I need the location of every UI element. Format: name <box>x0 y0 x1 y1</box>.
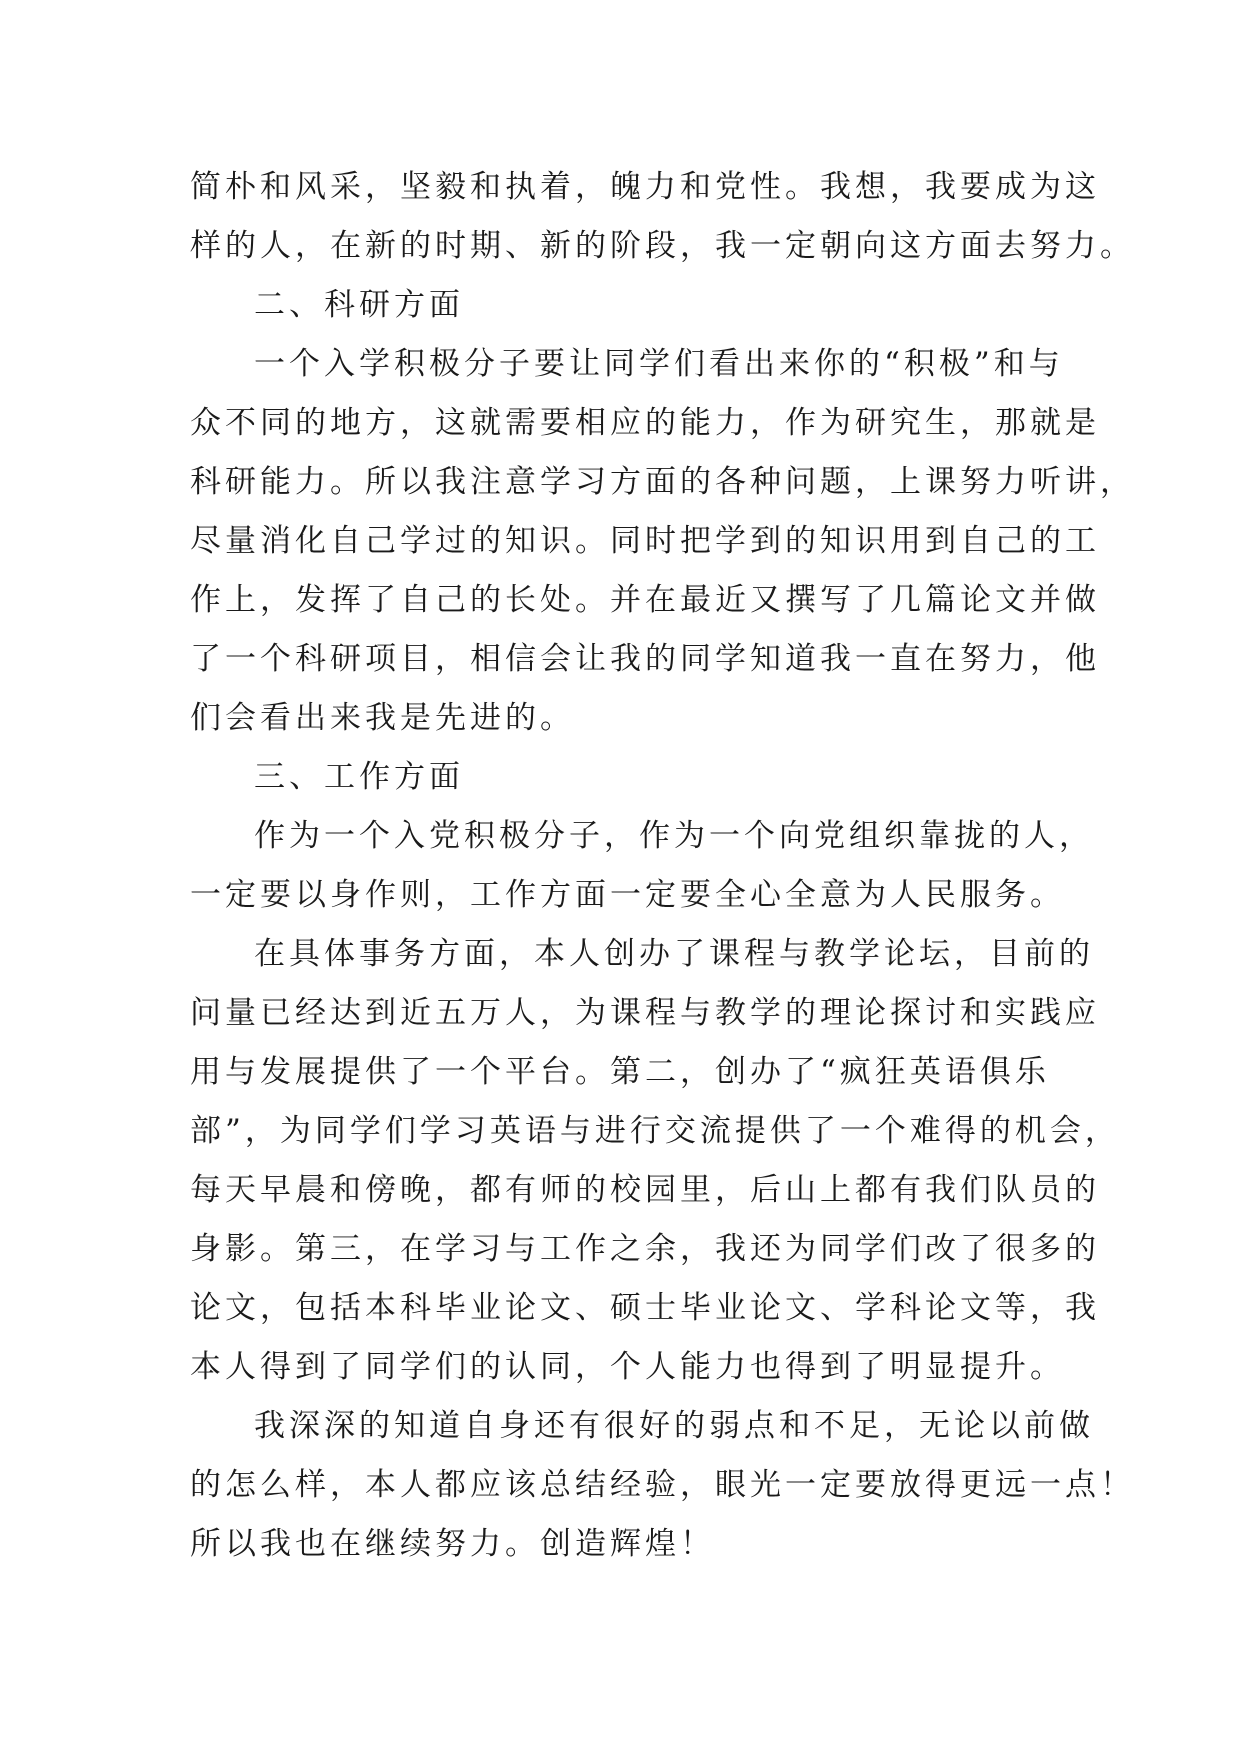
text-line: 部”，为同学们学习英语与进行交流提供了一个难得的机会， <box>190 1113 1120 1149</box>
text-line: 的怎么样，本人都应该总结经验，眼光一定要放得更远一点！ <box>190 1467 1135 1503</box>
text-line: 三、工作方面 <box>254 759 464 795</box>
text-line: 在具体事务方面，本人创办了课程与教学论坛，目前的 <box>254 936 1094 972</box>
text-line: 每天早晨和傍晚，都有师的校园里，后山上都有我们队员的 <box>190 1172 1100 1208</box>
text-line: 一个入学积极分子要让同学们看出来你的“积极”和与 <box>254 346 1064 382</box>
text-line: 们会看出来我是先进的。 <box>190 700 575 736</box>
text-line: 我深深的知道自身还有很好的弱点和不足，无论以前做 <box>254 1408 1094 1444</box>
text-line: 作为一个入党积极分子，作为一个向党组织靠拢的人， <box>254 818 1094 854</box>
text-line: 本人得到了同学们的认同，个人能力也得到了明显提升。 <box>190 1349 1065 1385</box>
text-line: 所以我也在继续努力。创造辉煌！ <box>190 1526 715 1562</box>
text-line: 众不同的地方，这就需要相应的能力，作为研究生，那就是 <box>190 405 1100 441</box>
text-line: 样的人，在新的时期、新的阶段，我一定朝向这方面去努力。 <box>190 228 1135 264</box>
text-line: 一定要以身作则，工作方面一定要全心全意为人民服务。 <box>190 877 1065 913</box>
text-line: 科研能力。所以我注意学习方面的各种问题，上课努力听讲， <box>190 464 1135 500</box>
text-line: 二、科研方面 <box>254 287 464 323</box>
text-line: 作上，发挥了自己的长处。并在最近又撰写了几篇论文并做 <box>190 582 1100 618</box>
text-line: 身影。第三，在学习与工作之余，我还为同学们改了很多的 <box>190 1231 1100 1267</box>
text-line: 了一个科研项目，相信会让我的同学知道我一直在努力，他 <box>190 641 1100 677</box>
text-line: 尽量消化自己学过的知识。同时把学到的知识用到自己的工 <box>190 523 1100 559</box>
text-line: 论文，包括本科毕业论文、硕士毕业论文、学科论文等，我 <box>190 1290 1100 1326</box>
text-line: 用与发展提供了一个平台。第二，创办了“疯狂英语俱乐 <box>190 1054 1050 1090</box>
document-body <box>190 158 1135 1574</box>
text-line: 问量已经达到近五万人，为课程与教学的理论探讨和实践应 <box>190 995 1100 1031</box>
text-line: 简朴和风采，坚毅和执着，魄力和党性。我想，我要成为这 <box>190 169 1100 205</box>
